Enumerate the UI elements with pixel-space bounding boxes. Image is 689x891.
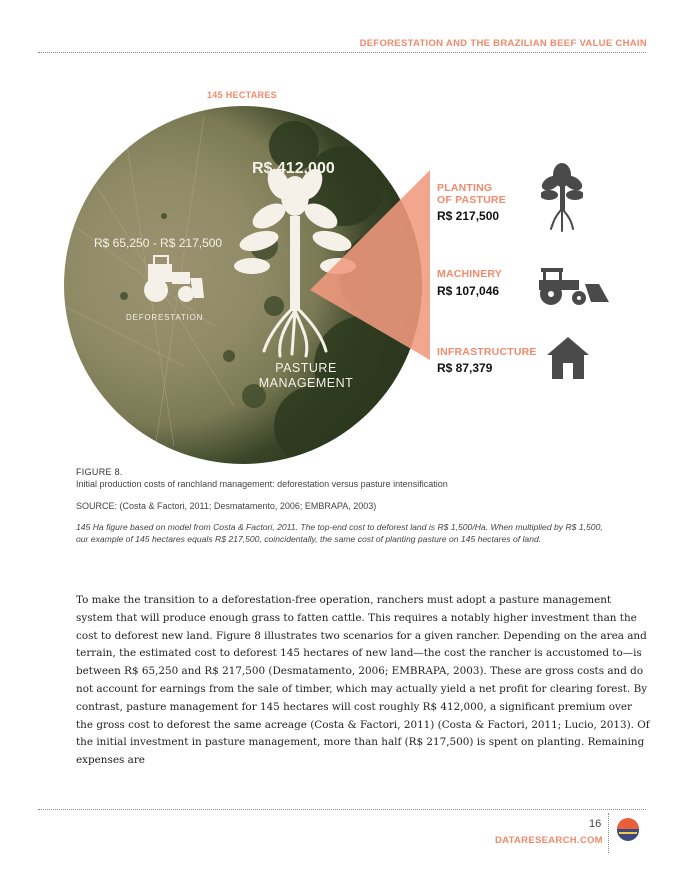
hectares-label: 145 HECTARES (207, 90, 277, 100)
infrastructure-label: INFRASTRUCTURE (437, 346, 537, 358)
infrastructure-value: R$ 87,379 (437, 361, 493, 375)
figure-title: FIGURE 8. (76, 467, 123, 477)
body-paragraph: To make the transition to a deforestation-free operation, ranchers must adopt a pasture management system that will produce enough grass to fatten cattle. This requires a notably higher investment than the cost to deforest new land. Figure 8 illustrates two scenarios for a given rancher. Depending on the area and terrain, the estimated cost to deforest 145 hectares of new land—the cost the rancher is accustomed to—is between R$ 65,250 and R$ 217,500 (Desmatamento, 2006; EMBRAPA, 2003). These are gross costs and do not account for earnings from the sale of timber, which may actually yield a net profit for clearing forest. By contrast, pasture management for 145 hectares will cost roughly R$ 412,000, a significant premium over the gross cost to deforest the same acreage (Costa & Factori, 2011) (Costa & Factori, 2011; Lucio, 2013). Of the initial investment in pasture management, more than half (R$ 217,500) is spent on planting. Remaining expenses are (76, 594, 650, 767)
planting-pasture-label (437, 182, 506, 206)
figure-caption: Initial production costs of ranchland management: deforestation versus pasture intensification (76, 479, 448, 489)
pasture-total-value: R$ 412,000 (252, 160, 335, 177)
footer-rule (38, 809, 646, 810)
planting-pasture-value: R$ 217,500 (437, 209, 500, 223)
page-number: 16 (589, 818, 602, 830)
figure-note: 145 Ha figure based on model from Costa & Factori, 2011. The top-end cost to deforest land is R$ 1,500/Ha. When multiplied by R$ 1,500, our example of 145 hectares equals R$ 217,500, coincidentally, the same cost of planting pasture on 145 hectares of land. (76, 522, 603, 544)
machinery-value: R$ 107,046 (437, 284, 500, 298)
planting-label-line2: OF PASTURE (437, 194, 506, 206)
running-header-title: DEFORESTATION AND THE BRAZILIAN BEEF VALUE CHAIN (359, 38, 647, 49)
pasture-label-line1: PASTURE (275, 361, 337, 375)
pasture-label-line2: MANAGEMENT (258, 376, 354, 390)
footer-separator (608, 813, 609, 853)
figure-source: SOURCE: (Costa & Factori, 2011; Desmatamento, 2006; EMBRAPA, 2003) (76, 501, 377, 511)
globe-logo-icon (616, 818, 640, 842)
house-icon (545, 335, 591, 381)
cost-breakdown-wedge (300, 170, 430, 390)
header-rule (38, 52, 646, 53)
deforestation-label: DEFORESTATION (126, 313, 204, 322)
machinery-label: MACHINERY (437, 268, 502, 280)
site-link[interactable]: DATARESEARCH.COM (495, 835, 603, 846)
tree-icon (541, 161, 583, 233)
deforestation-range-value: R$ 65,250 - R$ 217,500 (94, 236, 223, 250)
planting-label-line1: PLANTING (437, 182, 493, 194)
tractor-icon (533, 258, 611, 306)
